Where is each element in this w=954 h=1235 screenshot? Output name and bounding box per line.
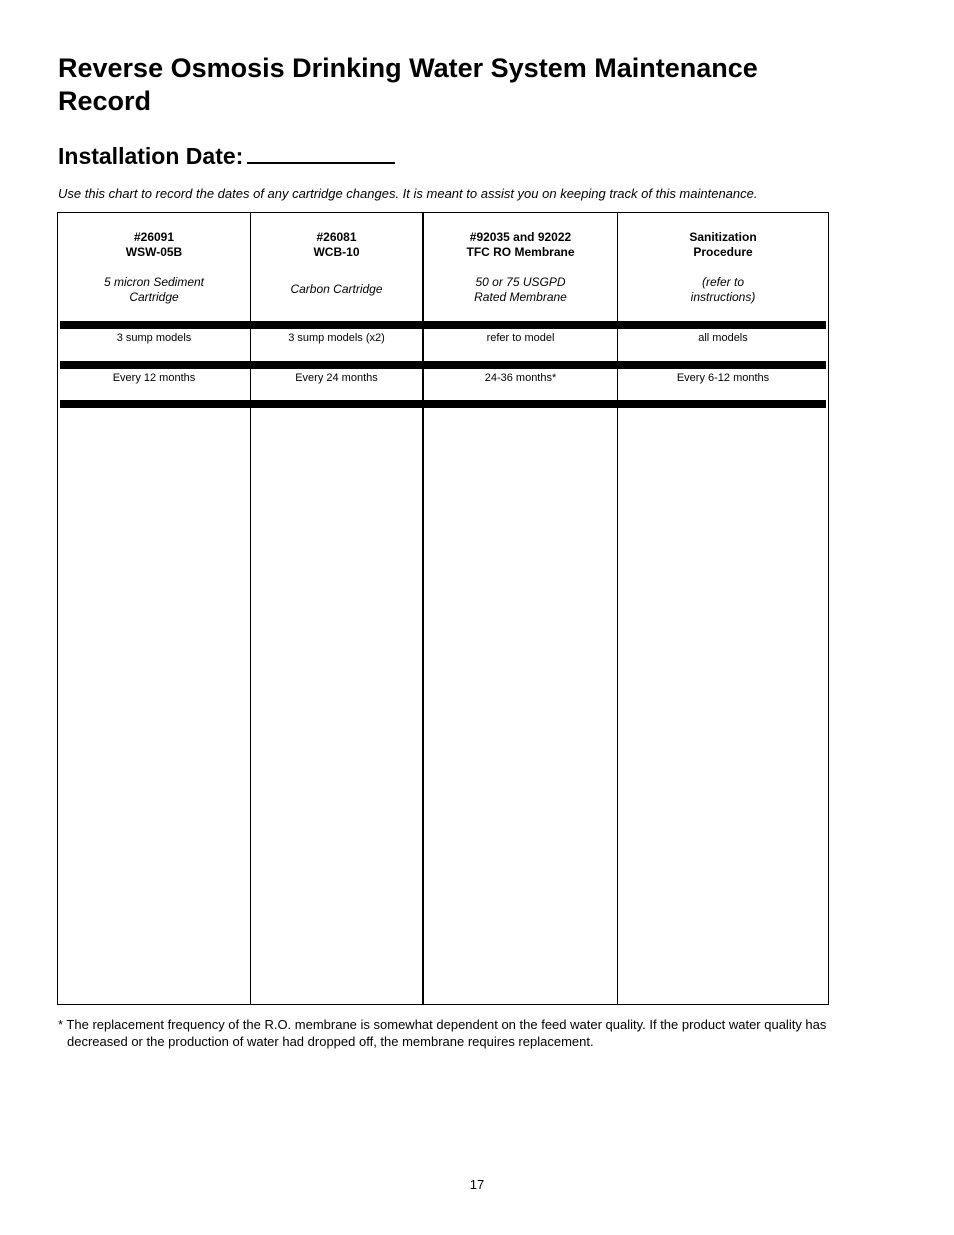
page-title: Reverse Osmosis Drinking Water System Maintenance Record bbox=[58, 53, 758, 116]
header-cell-membrane bbox=[424, 230, 617, 305]
part-model: Procedure bbox=[693, 245, 753, 259]
footnote: * The replacement frequency of the R.O. membrane is somewhat dependent on the feed water quality. If the product water quality has decreased or the production of water had dropped off, the membrane requires replacement. bbox=[58, 1017, 827, 1049]
installation-date-blank bbox=[247, 140, 395, 164]
record-area-carbon[interactable] bbox=[251, 410, 422, 1004]
part-description: instructions) bbox=[690, 290, 756, 304]
part-description: Carbon Cartridge bbox=[290, 282, 383, 296]
installation-date-label: Installation Date: bbox=[58, 143, 244, 169]
part-number: #92035 and 92022 bbox=[469, 230, 572, 244]
part-number: #26091 bbox=[133, 230, 175, 244]
part-number: Sanitization bbox=[689, 230, 757, 244]
record-area-sanitization[interactable] bbox=[618, 410, 828, 1004]
row-separator-bar bbox=[60, 321, 826, 329]
header-cell-sanitization bbox=[618, 230, 828, 305]
frequency-cell: Every 12 months bbox=[112, 372, 196, 384]
record-area-membrane[interactable] bbox=[424, 410, 617, 1004]
header-cell-sediment bbox=[58, 230, 250, 305]
part-description: 5 micron Sediment bbox=[103, 275, 205, 289]
frequency-cell: Every 24 months bbox=[295, 372, 378, 384]
intro-text: Use this chart to record the dates of any cartridge changes. It is meant to assist you on keeping track of this maintenance. bbox=[58, 186, 758, 201]
part-description: Cartridge bbox=[129, 290, 179, 304]
maintenance-table bbox=[57, 212, 829, 1005]
record-area-sediment[interactable] bbox=[58, 410, 250, 1004]
part-number: #26081 bbox=[316, 230, 357, 244]
models-cell: refer to model bbox=[486, 332, 555, 344]
models-cell: all models bbox=[698, 332, 748, 344]
row-separator-bar bbox=[60, 400, 826, 408]
part-description: (refer to bbox=[701, 275, 744, 289]
row-separator-bar bbox=[60, 361, 826, 369]
part-description: Rated Membrane bbox=[474, 290, 567, 304]
frequency-cell: Every 6-12 months bbox=[676, 372, 770, 384]
frequency-cell: 24-36 months* bbox=[484, 372, 557, 384]
header-cell-carbon bbox=[251, 230, 422, 297]
page-number: 17 bbox=[469, 1177, 485, 1192]
models-cell: 3 sump models (x2) bbox=[288, 332, 385, 344]
installation-date bbox=[58, 140, 395, 170]
part-model: TFC RO Membrane bbox=[466, 245, 575, 259]
part-model: WSW-05B bbox=[125, 245, 183, 259]
part-model: WCB-10 bbox=[313, 245, 360, 259]
part-description: 50 or 75 USGPD bbox=[475, 275, 566, 289]
models-cell: 3 sump models bbox=[116, 332, 192, 344]
